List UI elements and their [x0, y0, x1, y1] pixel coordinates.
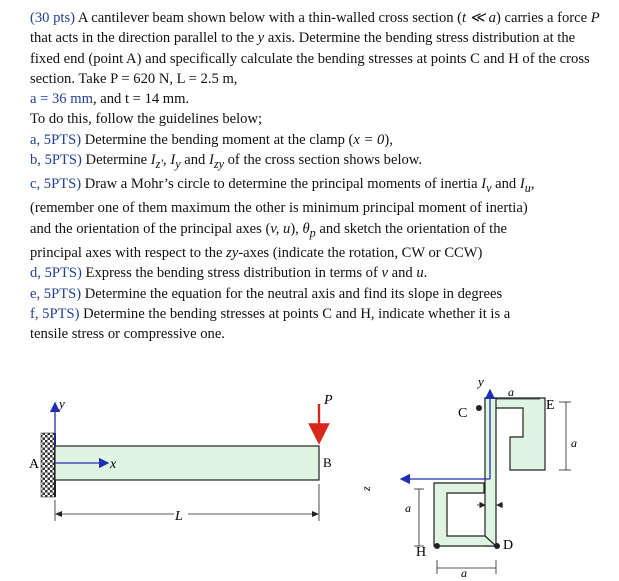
- step-d: d, 5PTS) Express the bending stress distribution in terms of v and u.: [30, 265, 428, 282]
- step-e: e, 5PTS) Determine the equation for the neutral axis and find its slope in degrees: [30, 285, 503, 302]
- step-a: a, 5PTS) Determine the bending moment at the clamp (x = 0),: [30, 131, 393, 148]
- step-f-line2: tensile stress or compressive one.: [30, 326, 225, 343]
- point-a-label: A: [29, 457, 40, 472]
- section-z-label: z: [359, 486, 373, 491]
- section-y-label: y: [478, 374, 484, 389]
- point-c-marker: [476, 405, 482, 411]
- cross-section-diagram: [359, 374, 577, 580]
- point-d-marker: [494, 543, 500, 549]
- x-axis-label: x: [110, 457, 117, 472]
- dim-a-left: a: [405, 501, 411, 515]
- length-l-label: L: [175, 509, 183, 524]
- guidelines-intro: To do this, follow the guidelines below;: [30, 111, 263, 128]
- step-c-line2: (remember one of them maximum the other is minimum principal moment of inertia): [30, 200, 528, 217]
- point-e-label: E: [546, 398, 555, 413]
- problem-intro: (30 pts) A cantilever beam shown below with a thin-walled cross section (t ≪ a) carries a force P that acts in the direction parallel to the y axis. Determine the bending stress distribution at the fixed end (point A) and specifically calculate the bending stresses at points C and H of the cross section. Take P = 620 N, L = 2.5 m,: [30, 10, 600, 87]
- point-c-label: C: [458, 406, 468, 421]
- dim-a-right: a: [571, 436, 577, 450]
- step-c-line4: principal axes with respect to the zy-axes (indicate the rotation, CW or CCW): [30, 244, 483, 261]
- step-b: b, 5PTS) Determine $I_{z'}$, $I_y$ and $I_{zy}$ of the cross section shows below.: [30, 152, 423, 171]
- cantilever-beam-diagram: [29, 393, 333, 524]
- step-c: c, 5PTS) Draw a Mohr’s circle to determine the principal moments of inertia $I_v$ and $I_u$,: [30, 176, 535, 196]
- force-p-label: P: [324, 393, 333, 408]
- fixed-support-hatch: [41, 433, 55, 497]
- point-h-label: H: [416, 545, 427, 560]
- dim-a-bottom: a: [461, 566, 467, 580]
- point-b-label: B: [323, 455, 332, 470]
- dim-a-top: a: [508, 385, 514, 399]
- given-values: a = 36 mm, and t = 14 mm.: [30, 91, 190, 108]
- y-axis-label: y: [59, 396, 65, 411]
- point-d-label: D: [503, 538, 514, 553]
- step-c-line3: and the orientation of the principal axes (v, u), $\theta_p$ and sketch the orientation of the: [30, 220, 508, 240]
- points-label: (30 pts): [30, 10, 75, 26]
- step-f: f, 5PTS) Determine the bending stresses at points C and H, indicate whether it is a: [30, 305, 511, 322]
- point-h-marker: [434, 543, 440, 549]
